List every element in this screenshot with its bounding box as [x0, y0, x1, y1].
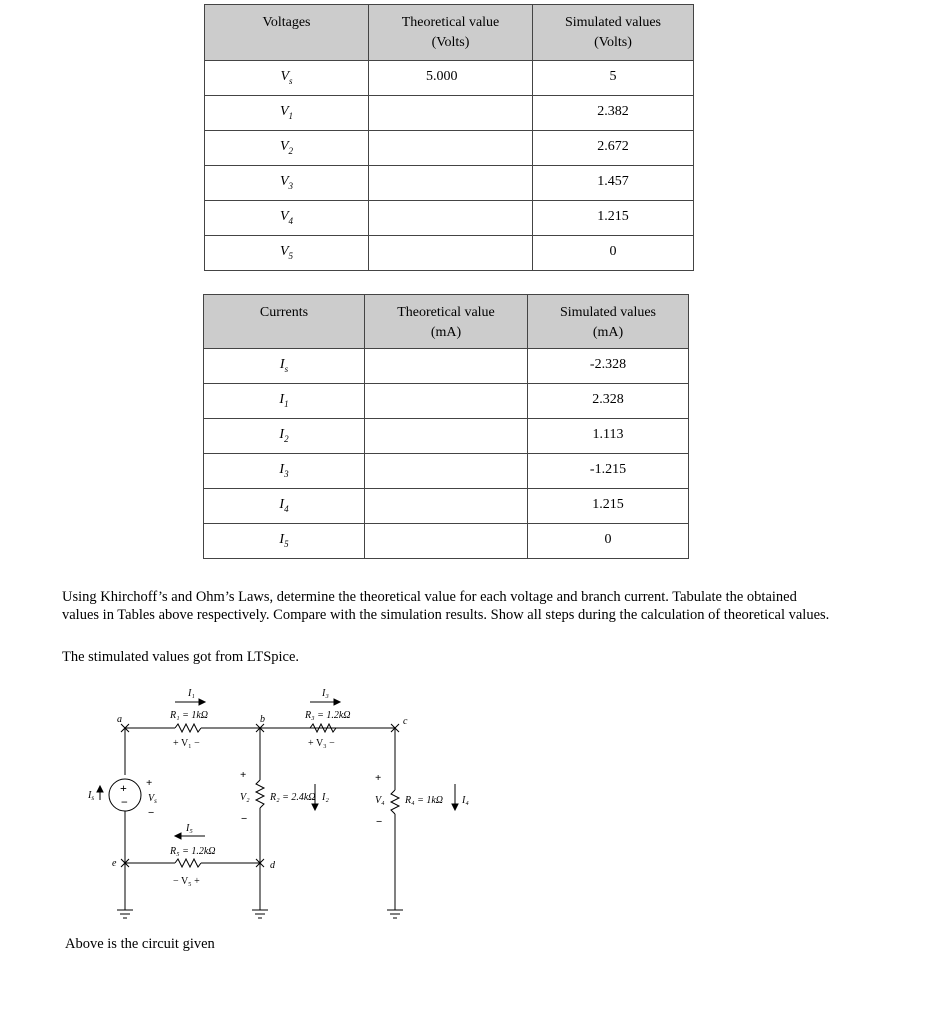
theoretical-cell	[365, 489, 528, 524]
simulated-cell: -2.328	[528, 349, 689, 384]
theoretical-cell	[365, 384, 528, 419]
theoretical-cell: 5.000	[369, 61, 533, 96]
symbol-cell: $I_5$	[204, 524, 365, 559]
simulated-cell: 1.457	[533, 166, 694, 201]
table-row	[205, 131, 694, 166]
theoretical-cell	[369, 201, 533, 236]
symbol-cell: $V_1$	[205, 96, 369, 131]
voltage-table	[204, 4, 694, 271]
source-voltage-label: $V_s$	[148, 793, 157, 805]
simulated-cell: 2.672	[533, 131, 694, 166]
theoretical-cell	[369, 96, 533, 131]
source-current-label: $I_s$	[88, 790, 95, 802]
svg-text:+: +	[146, 777, 153, 789]
circuit-diagram	[88, 680, 520, 920]
i5-label: I₅	[186, 823, 193, 834]
simulated-cell: 0	[528, 524, 689, 559]
simulated-col-header: Simulated values (mA)	[528, 295, 689, 349]
symbol-cell: $I_1$	[204, 384, 365, 419]
table-row	[204, 524, 689, 559]
table-row	[205, 96, 694, 131]
simulated-cell: -1.215	[528, 454, 689, 489]
symbol-cell: $V_s$	[205, 61, 369, 96]
table-row	[205, 166, 694, 201]
node-d-label: d	[270, 860, 275, 871]
theoretical-cell	[365, 454, 528, 489]
node-b-label: b	[260, 714, 265, 725]
svg-text:+: +	[240, 769, 247, 781]
theoretical-cell	[369, 236, 533, 271]
v4-label: V₄	[375, 795, 385, 806]
instructions-paragraph: Using Khirchoff’s and Ohm’s Laws, determine the theoretical value for each voltage and branch current. Tabulate the obtained values in Tables above respectively. Compare with the simulation results. Show all steps during the calculation of theoretical values.	[62, 589, 830, 623]
v3-label: + V₃ −	[308, 738, 335, 749]
symbol-cell: $I_s$	[204, 349, 365, 384]
table-row	[205, 61, 694, 96]
theoretical-cell	[365, 349, 528, 384]
svg-text:+: +	[375, 772, 382, 784]
ltspice-note: The stimulated values got from LTSpice.	[62, 649, 300, 665]
table-row	[205, 201, 694, 236]
v5-label: − V₅ +	[173, 876, 200, 887]
symbol-cell: $V_3$	[205, 166, 369, 201]
svg-text:−: −	[148, 807, 155, 819]
theoretical-col-header: Theoretical value (mA)	[365, 295, 528, 349]
svg-text:−: −	[376, 816, 383, 828]
table-row	[204, 489, 689, 524]
simulated-cell: 2.382	[533, 96, 694, 131]
r3-label: R₃ = 1.2kΩ	[305, 710, 351, 721]
table-row	[204, 454, 689, 489]
v1-label: + V₁ −	[173, 738, 200, 749]
table-row	[204, 349, 689, 384]
v2-label: V₂	[240, 792, 250, 803]
symbol-cell: $V_2$	[205, 131, 369, 166]
i2-label: I₂	[322, 792, 329, 803]
table-row	[205, 236, 694, 271]
simulated-cell: 0	[533, 236, 694, 271]
theoretical-cell	[369, 131, 533, 166]
theoretical-cell	[365, 524, 528, 559]
node-c-label: c	[403, 716, 408, 727]
symbol-cell: $V_5$	[205, 236, 369, 271]
simulated-cell: 1.113	[528, 419, 689, 454]
table-row	[204, 419, 689, 454]
simulated-col-header: Simulated values (Volts)	[533, 5, 694, 61]
i3-label: I₃	[322, 688, 329, 699]
circuit-caption: Above is the circuit given	[65, 936, 215, 952]
current-table	[203, 294, 689, 559]
simulated-cell: 2.328	[528, 384, 689, 419]
table-row	[204, 384, 689, 419]
symbol-cell: $I_3$	[204, 454, 365, 489]
r4-label: R₄ = 1kΩ	[405, 795, 444, 806]
r1-label: R₁ = 1kΩ	[170, 710, 209, 721]
current-col-header: Currents	[204, 295, 365, 349]
symbol-cell: $I_2$	[204, 419, 365, 454]
simulated-cell: 5	[533, 61, 694, 96]
node-e-label: e	[112, 858, 117, 869]
theoretical-cell	[365, 419, 528, 454]
simulated-cell: 1.215	[528, 489, 689, 524]
i4-label: I₄	[462, 795, 469, 806]
symbol-cell: $V_4$	[205, 201, 369, 236]
r5-label: R₅ = 1.2kΩ	[170, 846, 216, 857]
simulated-cell: 1.215	[533, 201, 694, 236]
svg-text:+: +	[120, 781, 127, 795]
theoretical-cell	[369, 166, 533, 201]
svg-text:−: −	[121, 795, 128, 809]
symbol-cell: $I_4$	[204, 489, 365, 524]
node-a-label: a	[117, 714, 122, 725]
i1-label: I₁	[188, 688, 195, 699]
svg-text:−: −	[241, 813, 248, 825]
voltage-col-header: Voltages	[205, 5, 369, 61]
r2-label: R₂ = 2.4kΩ	[270, 792, 316, 803]
theoretical-col-header: Theoretical value (Volts)	[369, 5, 533, 61]
